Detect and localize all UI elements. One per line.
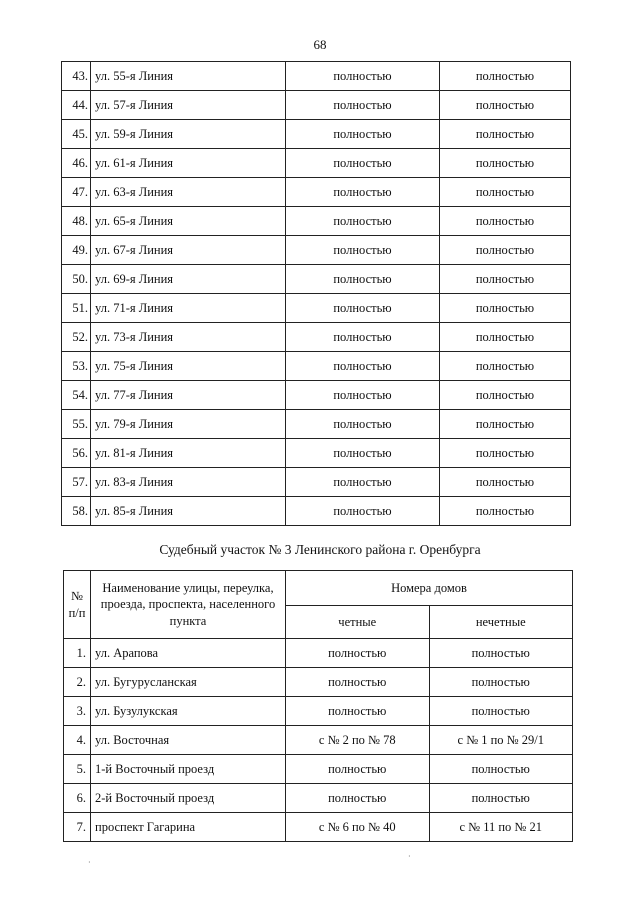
even-houses: полностью: [286, 323, 440, 352]
even-houses: полностью: [286, 352, 440, 381]
table-row: [62, 62, 571, 91]
row-number: 43.: [62, 62, 91, 91]
table-row: [64, 668, 573, 697]
row-number: 4.: [64, 726, 91, 755]
street-name: ул. Арапова: [91, 639, 286, 668]
odd-houses: полностью: [440, 323, 571, 352]
odd-houses: полностью: [440, 497, 571, 526]
header-odd: нечетные: [429, 606, 573, 639]
even-houses: с № 2 по № 78: [286, 726, 430, 755]
row-number: 54.: [62, 381, 91, 410]
street-name: ул. 61-я Линия: [91, 149, 286, 178]
odd-houses: полностью: [440, 468, 571, 497]
row-number: 57.: [62, 468, 91, 497]
even-houses: полностью: [286, 784, 430, 813]
even-houses: полностью: [286, 207, 440, 236]
row-number: 49.: [62, 236, 91, 265]
scan-speck: ·: [88, 858, 91, 867]
odd-houses: полностью: [429, 755, 573, 784]
table-row: [64, 726, 573, 755]
street-name: ул. 63-я Линия: [91, 178, 286, 207]
street-name: ул. 79-я Линия: [91, 410, 286, 439]
odd-houses: полностью: [440, 120, 571, 149]
even-houses: полностью: [286, 381, 440, 410]
table-row: [64, 813, 573, 842]
row-number: 7.: [64, 813, 91, 842]
row-number: 56.: [62, 439, 91, 468]
table-row: [62, 352, 571, 381]
street-name: ул. 59-я Линия: [91, 120, 286, 149]
odd-houses: полностью: [440, 381, 571, 410]
row-number: 51.: [62, 294, 91, 323]
odd-houses: полностью: [429, 639, 573, 668]
table-row: [64, 639, 573, 668]
odd-houses: полностью: [429, 784, 573, 813]
streets-table-continued-body: [62, 62, 571, 526]
street-name: ул. 65-я Линия: [91, 207, 286, 236]
even-houses: полностью: [286, 62, 440, 91]
even-houses: полностью: [286, 439, 440, 468]
street-name: ул. 57-я Линия: [91, 91, 286, 120]
header-number: № п/п: [64, 571, 91, 639]
header-street-name: Наименование улицы, переулка, проезда, проспекта, населенного пункта: [91, 571, 286, 639]
row-number: 6.: [64, 784, 91, 813]
court-district-3-streets-table: [63, 570, 573, 842]
odd-houses: с № 11 по № 21: [429, 813, 573, 842]
row-number: 1.: [64, 639, 91, 668]
odd-houses: полностью: [440, 207, 571, 236]
odd-houses: полностью: [440, 439, 571, 468]
even-houses: полностью: [286, 668, 430, 697]
table-row: [62, 497, 571, 526]
row-number: 44.: [62, 91, 91, 120]
odd-houses: полностью: [440, 236, 571, 265]
street-name: ул. 73-я Линия: [91, 323, 286, 352]
even-houses: полностью: [286, 236, 440, 265]
odd-houses: с № 1 по № 29/1: [429, 726, 573, 755]
even-houses: полностью: [286, 410, 440, 439]
section-title: Судебный участок № 3 Ленинского района г. Оренбурга: [159, 542, 481, 557]
even-houses: полностью: [286, 178, 440, 207]
even-houses: полностью: [286, 639, 430, 668]
street-name: проспект Гагарина: [91, 813, 286, 842]
court-district-3-table-body: [64, 639, 573, 842]
table-header-row: [64, 571, 573, 606]
table-row: [62, 381, 571, 410]
row-number: 3.: [64, 697, 91, 726]
header-even: четные: [286, 606, 430, 639]
even-houses: полностью: [286, 697, 430, 726]
even-houses: полностью: [286, 294, 440, 323]
street-name: ул. 67-я Линия: [91, 236, 286, 265]
even-houses: полностью: [286, 755, 430, 784]
odd-houses: полностью: [440, 149, 571, 178]
row-number: 47.: [62, 178, 91, 207]
even-houses: полностью: [286, 149, 440, 178]
street-name: 2-й Восточный проезд: [91, 784, 286, 813]
row-number: 52.: [62, 323, 91, 352]
street-name: 1-й Восточный проезд: [91, 755, 286, 784]
table-row: [62, 323, 571, 352]
table-row: [62, 207, 571, 236]
row-number: 55.: [62, 410, 91, 439]
row-number: 45.: [62, 120, 91, 149]
odd-houses: полностью: [429, 668, 573, 697]
table-row: [62, 91, 571, 120]
table-row: [62, 468, 571, 497]
table-row: [62, 120, 571, 149]
even-houses: полностью: [286, 120, 440, 149]
street-name: ул. Восточная: [91, 726, 286, 755]
street-name: ул. 75-я Линия: [91, 352, 286, 381]
row-number: 5.: [64, 755, 91, 784]
odd-houses: полностью: [440, 91, 571, 120]
table-row: [62, 178, 571, 207]
street-name: ул. Бугурусланская: [91, 668, 286, 697]
row-number: 53.: [62, 352, 91, 381]
street-name: ул. Бузулукская: [91, 697, 286, 726]
table-row: [62, 149, 571, 178]
even-houses: с № 6 по № 40: [286, 813, 430, 842]
odd-houses: полностью: [440, 265, 571, 294]
page-number: 68: [313, 37, 327, 52]
street-name: ул. 69-я Линия: [91, 265, 286, 294]
table-row: [62, 236, 571, 265]
row-number: 48.: [62, 207, 91, 236]
odd-houses: полностью: [440, 62, 571, 91]
table-row: [62, 294, 571, 323]
odd-houses: полностью: [440, 178, 571, 207]
table-row: [64, 784, 573, 813]
table-header: [64, 571, 573, 639]
row-number: 58.: [62, 497, 91, 526]
street-name: ул. 71-я Линия: [91, 294, 286, 323]
table-row: [62, 439, 571, 468]
table-row: [64, 755, 573, 784]
streets-table-continued: [61, 61, 571, 526]
table-row: [64, 697, 573, 726]
table-row: [62, 265, 571, 294]
even-houses: полностью: [286, 265, 440, 294]
odd-houses: полностью: [429, 697, 573, 726]
street-name: ул. 55-я Линия: [91, 62, 286, 91]
row-number: 50.: [62, 265, 91, 294]
even-houses: полностью: [286, 91, 440, 120]
even-houses: полностью: [286, 497, 440, 526]
odd-houses: полностью: [440, 352, 571, 381]
header-house-numbers: Номера домов: [286, 571, 573, 606]
scan-speck: ·: [408, 852, 411, 861]
even-houses: полностью: [286, 468, 440, 497]
street-name: ул. 83-я Линия: [91, 468, 286, 497]
odd-houses: полностью: [440, 410, 571, 439]
street-name: ул. 85-я Линия: [91, 497, 286, 526]
street-name: ул. 81-я Линия: [91, 439, 286, 468]
street-name: ул. 77-я Линия: [91, 381, 286, 410]
row-number: 46.: [62, 149, 91, 178]
odd-houses: полностью: [440, 294, 571, 323]
row-number: 2.: [64, 668, 91, 697]
table-row: [62, 410, 571, 439]
